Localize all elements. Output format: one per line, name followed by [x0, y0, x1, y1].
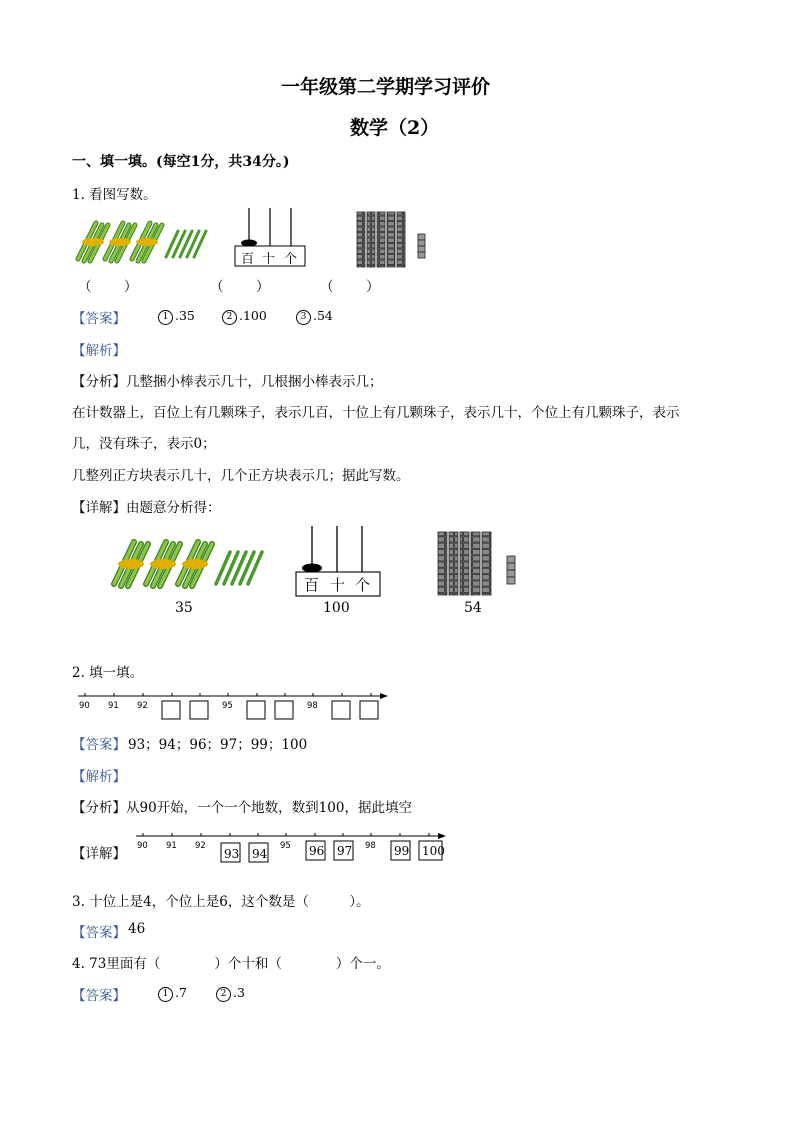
q2-jiexi: 【解析】 — [72, 769, 126, 785]
q2-analysis: 【分析】从90开始，一个一个地数，数到100，据此填空 — [72, 800, 412, 816]
tick-label: 98 — [365, 841, 376, 851]
result-abacus: 100 — [323, 600, 350, 616]
abacus-label-ones: 个 — [284, 252, 298, 267]
q3-question: 3. 十位上是4，个位上是6，这个数是（ ）。 — [72, 894, 370, 910]
answer-value: .54 — [313, 308, 333, 323]
q2-question: 2. 填一填。 — [72, 665, 144, 681]
q1-answer-2 — [222, 308, 267, 325]
q2-answer: 93；94；96；97；99；100 — [128, 737, 308, 753]
tick-label: 91 — [108, 701, 119, 711]
abacus-label-hundreds: 百 — [304, 576, 320, 594]
tick-label: 90 — [137, 841, 148, 851]
stick-bundle — [114, 542, 148, 586]
stick-bundle — [146, 542, 180, 586]
q1-analysis-line2: 在计数器上，百位上有几颗珠子，表示几百，十位上有几颗珠子，表示几十，个位上有几颗珠子，表示 — [72, 405, 680, 421]
blank-paren-open: （ — [210, 279, 224, 295]
blank-paren-open: （ — [78, 279, 92, 295]
filled-value: 99 — [394, 844, 410, 858]
stick-bundle — [132, 223, 162, 261]
q1-analysis-line4: 几整列正方块表示几十，几个正方块表示几；据此写数。 — [72, 468, 410, 484]
blank-paren-open: （ — [320, 279, 334, 295]
result-cubes: 54 — [464, 600, 482, 616]
q1-detail: 【详解】由题意分析得： — [72, 500, 221, 516]
stick-bundles-figure — [74, 215, 209, 265]
circled-number: 1 — [158, 987, 173, 1002]
q2-detail: 【详解】 — [72, 846, 126, 862]
q4-answer-1 — [158, 985, 187, 1002]
circled-number: 2 — [222, 310, 237, 325]
filled-value: 93 — [224, 847, 240, 861]
q3-answer: 46 — [128, 921, 146, 937]
tick-label: 95 — [222, 701, 233, 711]
q4-answer-2 — [216, 985, 245, 1002]
result-sticks: 35 — [175, 600, 193, 616]
tick-label: 92 — [195, 841, 206, 851]
doc-subtitle: 数学（2） — [350, 117, 440, 139]
q1-answer-3 — [296, 308, 333, 325]
circled-number: 3 — [296, 310, 311, 325]
filled-value: 96 — [309, 844, 325, 858]
filled-value: 100 — [422, 844, 445, 858]
circled-number: 2 — [216, 987, 231, 1002]
abacus-label-tens: 十 — [330, 576, 346, 594]
answer-value: .35 — [175, 308, 195, 323]
q1-analysis-line3: 几，没有珠子，表示0； — [72, 436, 216, 452]
answer-value: .100 — [239, 308, 267, 323]
tick-label: 91 — [166, 841, 177, 851]
tick-label: 90 — [79, 701, 90, 711]
answer-value: .3 — [233, 985, 245, 1000]
abacus-label-hundreds: 百 — [241, 252, 255, 267]
abacus-label-ones: 个 — [355, 576, 371, 594]
q3-answer-label: 【答案】 — [72, 925, 126, 941]
doc-title: 一年级第二学期学习评价 — [281, 76, 491, 98]
blank-paren-close: ） — [124, 279, 138, 295]
abacus-label-tens: 十 — [262, 252, 276, 267]
q1-analysis: 【分析】几整捆小棒表示几十，几根捆小棒表示几； — [72, 374, 383, 390]
loose-sticks — [216, 552, 262, 584]
q1-jiexi: 【解析】 — [72, 343, 126, 359]
q4-answer-label: 【答案】 — [72, 988, 126, 1004]
section-heading: 一、填一填。(每空1分，共34分。) — [72, 154, 290, 170]
q1-question: 1. 看图写数。 — [72, 187, 157, 203]
stick-bundles-detail — [110, 532, 265, 592]
q1-answer-1 — [158, 308, 195, 325]
number-line — [76, 690, 396, 722]
tick-label: 98 — [307, 701, 318, 711]
filled-value: 94 — [252, 847, 268, 861]
cube-columns-figure — [355, 210, 430, 268]
tick-label: 92 — [137, 701, 148, 711]
q1-answer-label: 【答案】 — [72, 311, 126, 327]
tick-label: 95 — [280, 841, 291, 851]
blank-paren-close: ） — [366, 279, 380, 295]
answer-value: .7 — [175, 985, 187, 1000]
filled-value: 97 — [337, 844, 353, 858]
loose-sticks — [166, 231, 206, 257]
circled-number: 1 — [158, 310, 173, 325]
cube-columns-detail — [436, 530, 520, 596]
q2-answer-label: 【答案】 — [72, 737, 126, 753]
blank-paren-close: ） — [256, 279, 270, 295]
stick-bundle — [105, 223, 135, 261]
q4-question: 4. 73里面有（ ）个十和（ ）个一。 — [72, 956, 390, 972]
stick-bundle — [178, 542, 212, 586]
stick-bundle — [78, 223, 108, 261]
